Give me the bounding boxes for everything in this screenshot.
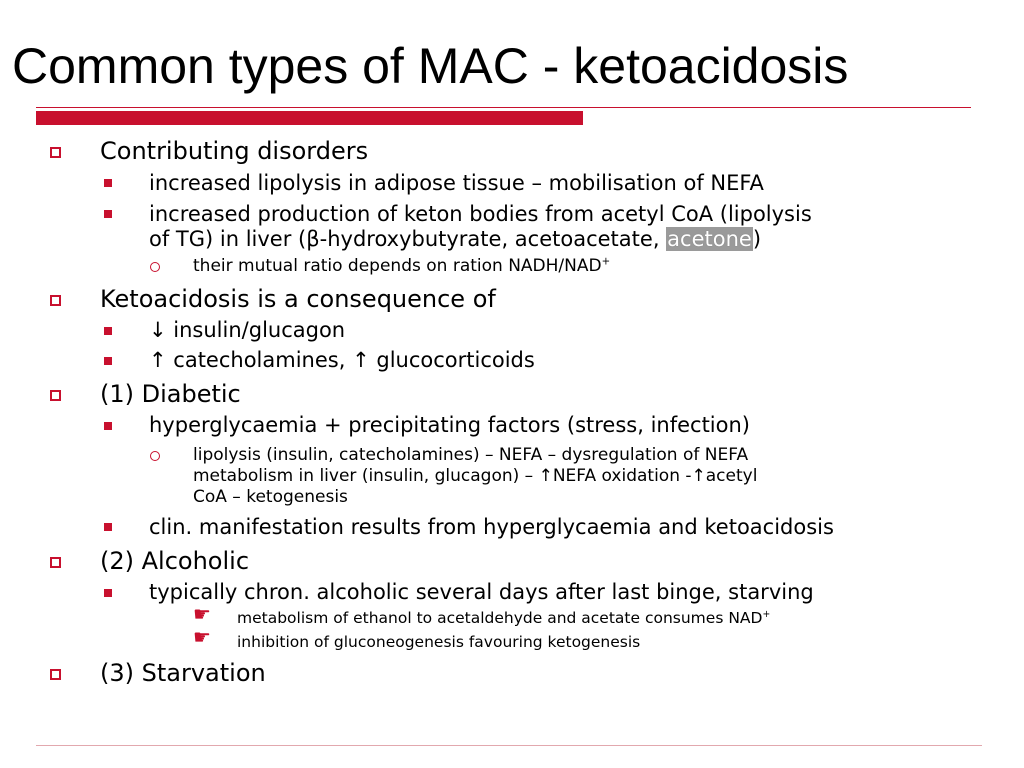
bullet-alcoholic: (2) Alcoholic bbox=[100, 547, 250, 575]
bullet-diabetic: (1) Diabetic bbox=[100, 380, 241, 408]
filled-square-bullet-icon bbox=[104, 327, 112, 335]
slide-title: Common types of MAC - ketoacidosis bbox=[12, 38, 849, 94]
filled-square-bullet-icon bbox=[104, 357, 112, 365]
bullet-contributing-disorders: Contributing disorders bbox=[100, 137, 369, 165]
hollow-square-bullet-icon bbox=[50, 557, 61, 568]
acetone-highlight: acetone bbox=[667, 227, 752, 251]
bullet-ketoacidosis-consequence: Ketoacidosis is a consequence of bbox=[100, 285, 496, 313]
sub-sub-bullet-lipolysis-line1: lipolysis (insulin, catecholamines) – NEFA – dysregulation of NEFA bbox=[193, 445, 749, 465]
down-arrow-icon: ↓ bbox=[149, 318, 167, 342]
up-arrow-icon: ↑ bbox=[691, 466, 706, 486]
sub-bullet-catecholamines: ↑ catecholamines, ↑ glucocorticoids bbox=[149, 348, 535, 372]
sub-bullet-insulin-glucagon: ↓ insulin/glucagon bbox=[149, 318, 346, 342]
hollow-square-bullet-icon bbox=[50, 669, 61, 680]
bullet-starvation: (3) Starvation bbox=[100, 659, 266, 687]
sub-bullet-keton-bodies-line1: increased production of keton bodies from acetyl CoA (lipolysis bbox=[149, 202, 812, 226]
hollow-square-bullet-icon bbox=[50, 390, 61, 401]
sub-bullet-hyperglycaemia: hyperglycaemia + precipitating factors (stress, infection) bbox=[149, 413, 750, 437]
up-arrow-icon: ↑ bbox=[149, 348, 167, 372]
filled-square-bullet-icon bbox=[104, 422, 112, 430]
up-arrow-icon: ↑ bbox=[352, 348, 370, 372]
footer-divider bbox=[36, 745, 982, 746]
sub-sub-bullet-lipolysis-line2: metabolism in liver (insulin, glucagon) – ↑NEFA oxidation -↑acetyl bbox=[193, 466, 758, 486]
sub-sub-bullet-mutual-ratio: their mutual ratio depends on ration NADH/NAD+ bbox=[193, 256, 611, 276]
keton-close: ) bbox=[752, 227, 762, 251]
sub-bullet-clin-manifestation: clin. manifestation results from hyperglycaemia and ketoacidosis bbox=[149, 515, 834, 539]
sub-sub-bullet-gluconeogenesis: inhibition of gluconeogenesis favouring ketogenesis bbox=[237, 633, 641, 651]
keton-text: of TG) in liver (β-hydroxybutyrate, acetoacetate, bbox=[149, 227, 667, 251]
sub-bullet-keton-bodies-line2 bbox=[149, 227, 761, 252]
sub-sub-bullet-lipolysis-line3: CoA – ketogenesis bbox=[193, 487, 348, 507]
filled-square-bullet-icon bbox=[104, 179, 112, 187]
sub-bullet-chron-alcoholic: typically chron. alcoholic several days after last binge, starving bbox=[149, 580, 814, 604]
hollow-square-bullet-icon bbox=[50, 295, 61, 306]
pointing-hand-icon: ☛ bbox=[193, 602, 211, 626]
sub-sub-bullet-ethanol-metabolism: metabolism of ethanol to acetaldehyde and acetate consumes NAD+ bbox=[237, 608, 771, 627]
filled-square-bullet-icon bbox=[104, 523, 112, 531]
sub-bullet-lipolysis: increased lipolysis in adipose tissue – mobilisation of NEFA bbox=[149, 171, 764, 195]
up-arrow-icon: ↑ bbox=[538, 466, 553, 486]
circle-bullet-icon bbox=[150, 262, 160, 272]
filled-square-bullet-icon bbox=[104, 589, 112, 597]
filled-square-bullet-icon bbox=[104, 210, 112, 218]
hollow-square-bullet-icon bbox=[50, 147, 61, 158]
circle-bullet-icon bbox=[150, 451, 160, 461]
pointing-hand-icon: ☛ bbox=[193, 625, 211, 649]
